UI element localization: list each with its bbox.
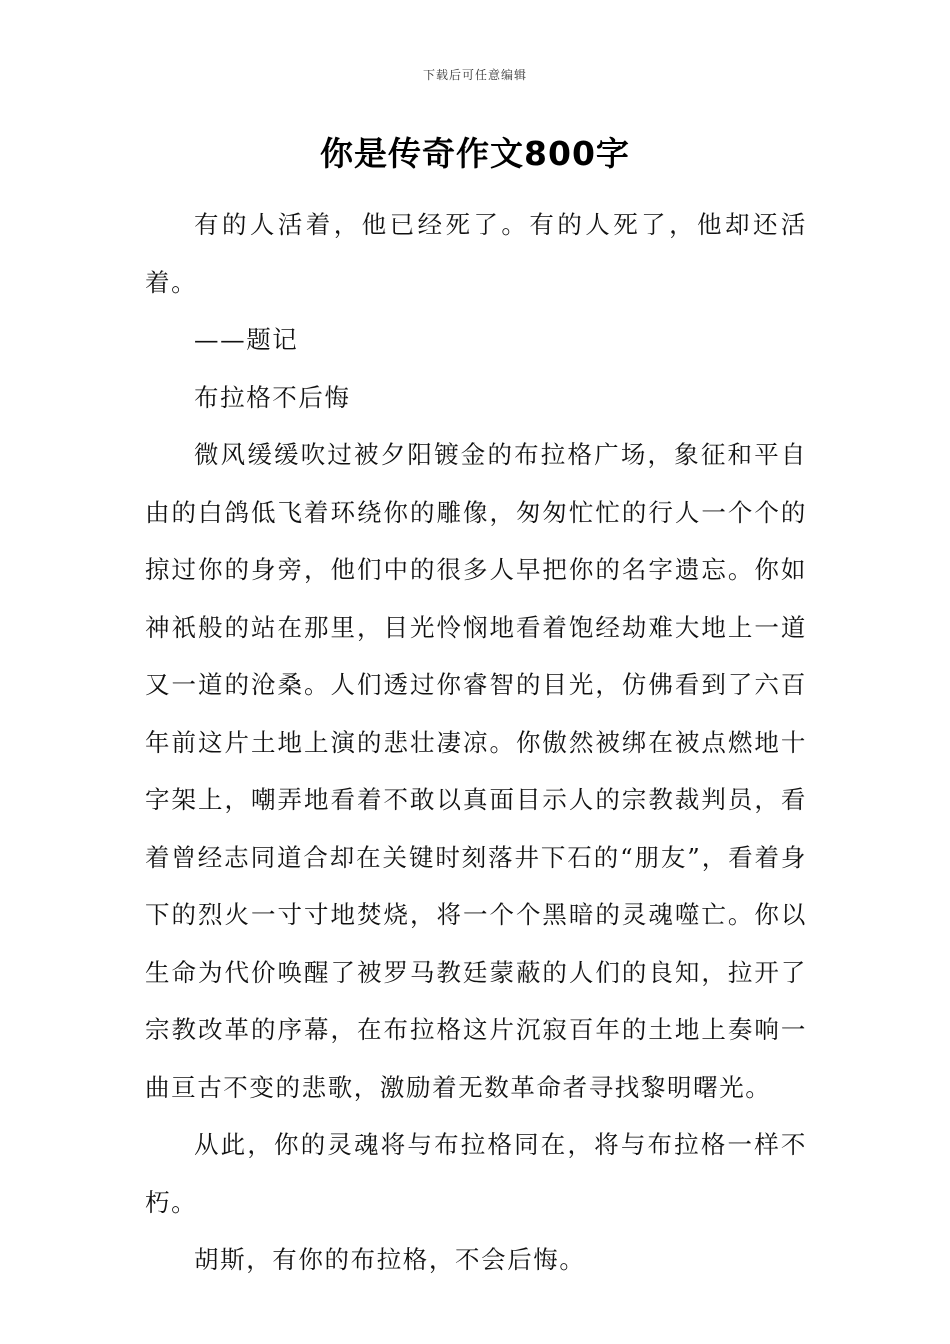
- page-title: 你是传奇作文800字: [320, 134, 630, 173]
- paragraph: 胡斯，有你的布拉格，不会后悔。: [194, 1245, 586, 1274]
- article-body: [145, 196, 807, 1289]
- paragraph: 微风缓缓吹过被夕阳镀金的布拉格广场，象征和平自由的白鸽低飞着环绕你的雕像，匆匆忙忙的行人一个个的掠过你的身旁，他们中的很多人早把你的名字遗忘。你如神祇般的站在那里，目光怜悯地看着饱经劫难大地上一道又一道的沧桑。人们透过你睿智的目光，仿佛看到了六百年前这片土地上演的悲壮凄凉。你傲然被绑在被点燃地十字架上，嘲弄地看着不敢以真面目示人的宗教裁判员，看着曾经志同道合却在关键时刻落井下石的“朋友”，看着身下的烈火一寸寸地焚烧，将一个个黑暗的灵魂噬亡。你以生命为代价唤醒了被罗马教廷蒙蔽的人们的良知，拉开了宗教改革的序幕，在布拉格这片沉寂百年的土地上奏响一曲亘古不变的悲歌，激励着无数革命者寻找黎明曙光。: [145, 440, 807, 1102]
- paragraph: 从此，你的灵魂将与布拉格同在，将与布拉格一样不朽。: [145, 1130, 807, 1217]
- header-note: 下载后可任意编辑: [422, 68, 527, 82]
- epigraph-line: 有的人活着，他已经死了。有的人死了，他却还活着。: [145, 210, 807, 297]
- section-heading: 布拉格不后悔: [194, 382, 351, 412]
- epigraph-attribution: ——题记: [194, 325, 299, 354]
